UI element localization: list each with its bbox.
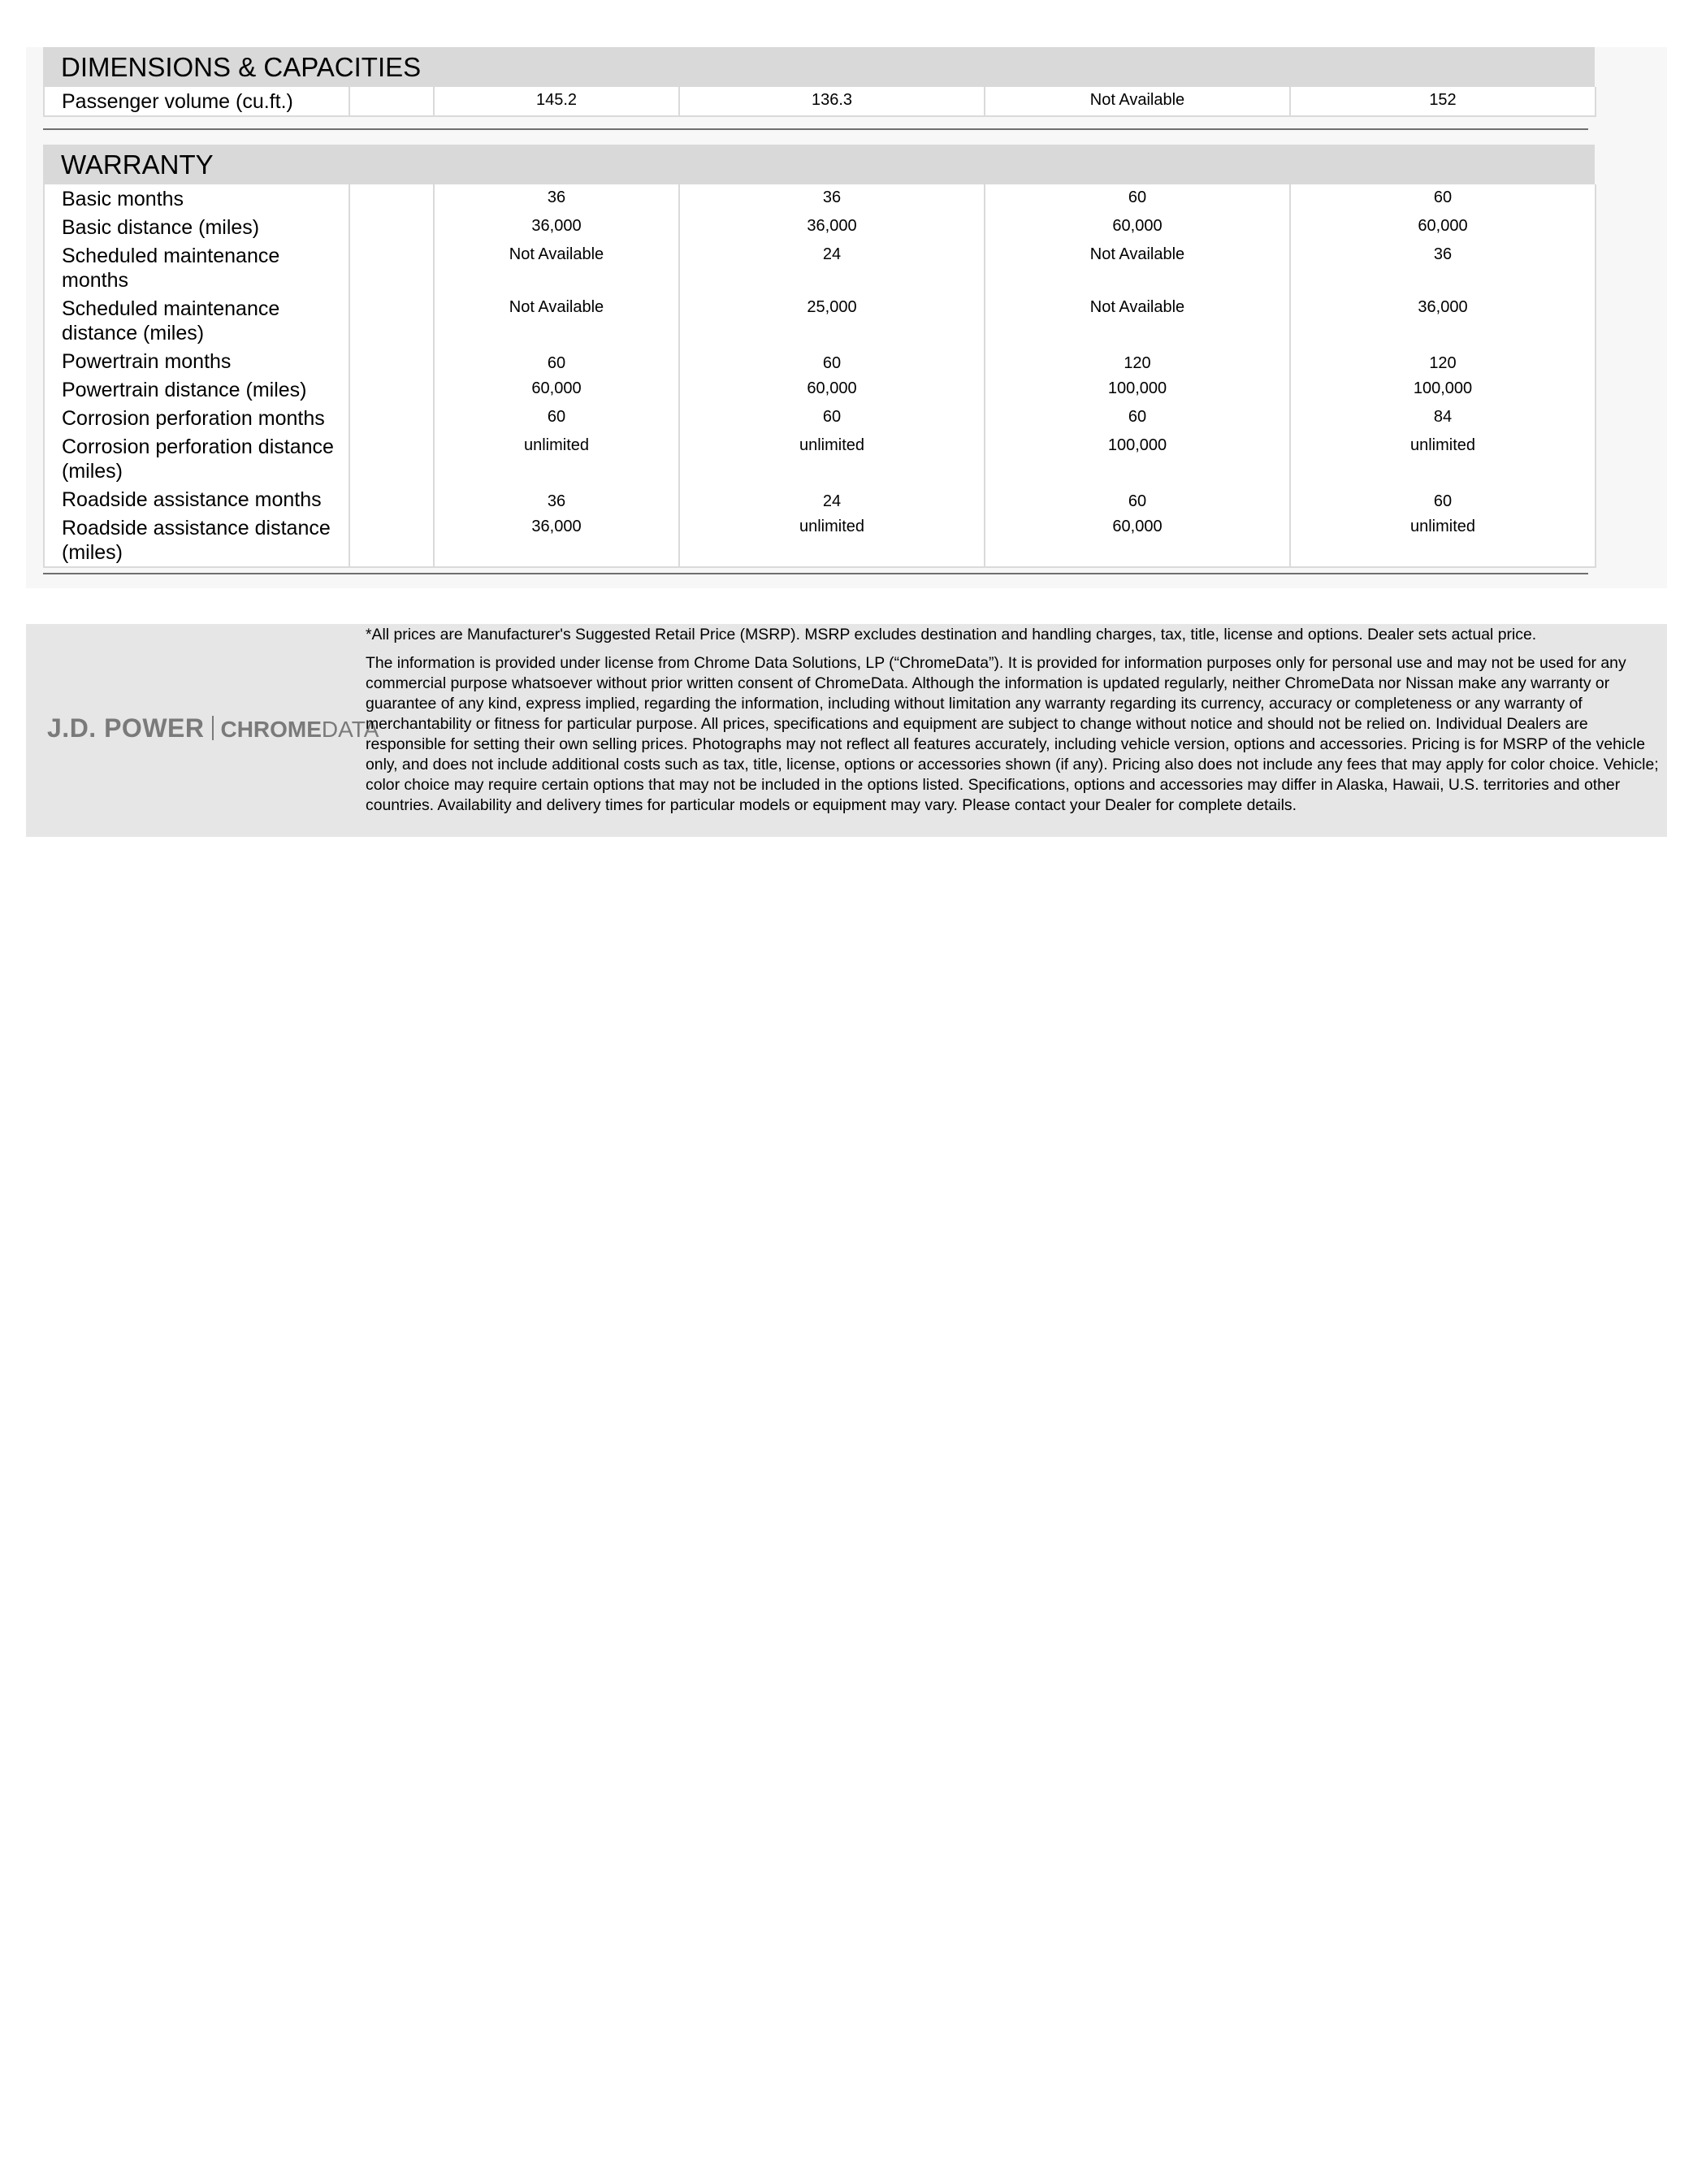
empty-cell: [349, 241, 434, 294]
table-row: [44, 485, 1596, 514]
disclaimer-text-block: [366, 624, 1664, 816]
value-cell: 152: [1290, 87, 1596, 116]
section-divider: [43, 573, 1588, 574]
value-cell: 60: [985, 404, 1290, 432]
value-cell: 120: [1290, 347, 1596, 375]
row-label: Corrosion perforation months: [44, 404, 349, 432]
value-cell: 60: [434, 404, 679, 432]
value-cell: 25,000: [679, 294, 985, 347]
row-label: Corrosion perforation distance (miles): [44, 432, 349, 485]
dimensions-table: [43, 87, 1596, 117]
value-cell: 60,000: [679, 375, 985, 404]
value-cell: 60,000: [985, 514, 1290, 567]
value-cell: 36,000: [434, 514, 679, 567]
value-cell: 60: [985, 184, 1290, 213]
value-cell: 145.2: [434, 87, 679, 116]
value-cell: unlimited: [1290, 514, 1596, 567]
value-cell: 24: [679, 241, 985, 294]
value-cell: 60,000: [985, 213, 1290, 241]
value-cell: 60: [434, 347, 679, 375]
row-label: Powertrain distance (miles): [44, 375, 349, 404]
table-row: [44, 241, 1596, 294]
row-label: Roadside assistance distance (miles): [44, 514, 349, 567]
row-label: Basic months: [44, 184, 349, 213]
value-cell: 36,000: [679, 213, 985, 241]
value-cell: 60: [679, 347, 985, 375]
value-cell: Not Available: [985, 87, 1290, 116]
jd-power-chromedata-logo: [47, 713, 379, 743]
empty-cell: [349, 347, 434, 375]
value-cell: 60: [679, 404, 985, 432]
value-cell: 36,000: [434, 213, 679, 241]
disclaimer-footer: [26, 624, 1667, 837]
section-divider: [43, 128, 1588, 130]
license-disclaimer: The information is provided under license from Chrome Data Solutions, LP (“ChromeData”). It is provided for information purposes only for personal use and may not be used for any commercial purpose whatsoever without prior written consent of ChromeData. Although the information is updated regularly, neither ChromeData nor Nissan make any warranty or guarantee of any kind, express implied, regarding the information, including without limitation any warranty regarding its currency, accuracy or completeness or any warranty of merchantability or fitness for particular purpose. All prices, specifications and equipment are subject to change without notice and should not be relied on. Individual Dealers are responsible for setting their own selling prices. Photographs may not reflect all features accurately, including vehicle version, options and accessories. Pricing is for MSRP of the vehicle only, and does not include additional costs such as tax, title, license, options or accessories shown (if any). Pricing also does not include any fees that may apply for color choice. Vehicle; color choice may require certain options that may not be included in the options listed. Specifications, options and accessories may differ in Alaska, Hawaii, U.S. territories and other countries. Availability and delivery times for particular models or equipment may vary. Please contact your Dealer for complete details.: [366, 654, 1659, 814]
value-cell: unlimited: [679, 432, 985, 485]
value-cell: 60: [1290, 184, 1596, 213]
table-row: [44, 294, 1596, 347]
row-label: Scheduled maintenance distance (miles): [44, 294, 349, 347]
value-cell: 100,000: [985, 375, 1290, 404]
empty-cell: [349, 404, 434, 432]
value-cell: unlimited: [434, 432, 679, 485]
value-cell: Not Available: [434, 294, 679, 347]
value-cell: 100,000: [985, 432, 1290, 485]
table-row: [44, 432, 1596, 485]
row-label: Powertrain months: [44, 347, 349, 375]
value-cell: 24: [679, 485, 985, 514]
logo-data: DATA: [321, 717, 379, 742]
value-cell: 84: [1290, 404, 1596, 432]
value-cell: 60,000: [1290, 213, 1596, 241]
logo-chrome: CHROME: [220, 717, 322, 742]
logo-jd-power: J.D. POWER: [47, 713, 205, 743]
value-cell: 60: [985, 485, 1290, 514]
row-label: Roadside assistance months: [44, 485, 349, 514]
empty-cell: [349, 294, 434, 347]
empty-cell: [349, 184, 434, 213]
warranty-table: [43, 184, 1596, 568]
row-label: Passenger volume (cu.ft.): [44, 87, 349, 116]
empty-cell: [349, 87, 434, 116]
empty-cell: [349, 485, 434, 514]
value-cell: 100,000: [1290, 375, 1596, 404]
value-cell: 36,000: [1290, 294, 1596, 347]
value-cell: Not Available: [985, 294, 1290, 347]
value-cell: unlimited: [1290, 432, 1596, 485]
empty-cell: [349, 375, 434, 404]
empty-cell: [349, 213, 434, 241]
table-row: [44, 213, 1596, 241]
logo-separator: [212, 716, 214, 740]
row-label: Scheduled maintenance months: [44, 241, 349, 294]
value-cell: 36: [434, 184, 679, 213]
value-cell: 36: [434, 485, 679, 514]
value-cell: 60: [1290, 485, 1596, 514]
msrp-note: *All prices are Manufacturer's Suggested Retail Price (MSRP). MSRP excludes destination and handling charges, tax, title, license and options. Dealer sets actual price.: [366, 626, 1537, 644]
value-cell: 36: [1290, 241, 1596, 294]
value-cell: unlimited: [679, 514, 985, 567]
warranty-section: [43, 145, 1595, 568]
value-cell: 136.3: [679, 87, 985, 116]
row-label: Basic distance (miles): [44, 213, 349, 241]
dimensions-section: [43, 47, 1595, 117]
warranty-header: WARRANTY: [43, 145, 1595, 184]
table-row: [44, 404, 1596, 432]
value-cell: Not Available: [434, 241, 679, 294]
table-row: [44, 375, 1596, 404]
dimensions-header: DIMENSIONS & CAPACITIES: [43, 47, 1595, 87]
value-cell: 60,000: [434, 375, 679, 404]
table-row: [44, 184, 1596, 213]
value-cell: 36: [679, 184, 985, 213]
empty-cell: [349, 432, 434, 485]
value-cell: 120: [985, 347, 1290, 375]
table-row: [44, 87, 1596, 116]
value-cell: Not Available: [985, 241, 1290, 294]
empty-cell: [349, 514, 434, 567]
table-row: [44, 514, 1596, 567]
table-row: [44, 347, 1596, 375]
